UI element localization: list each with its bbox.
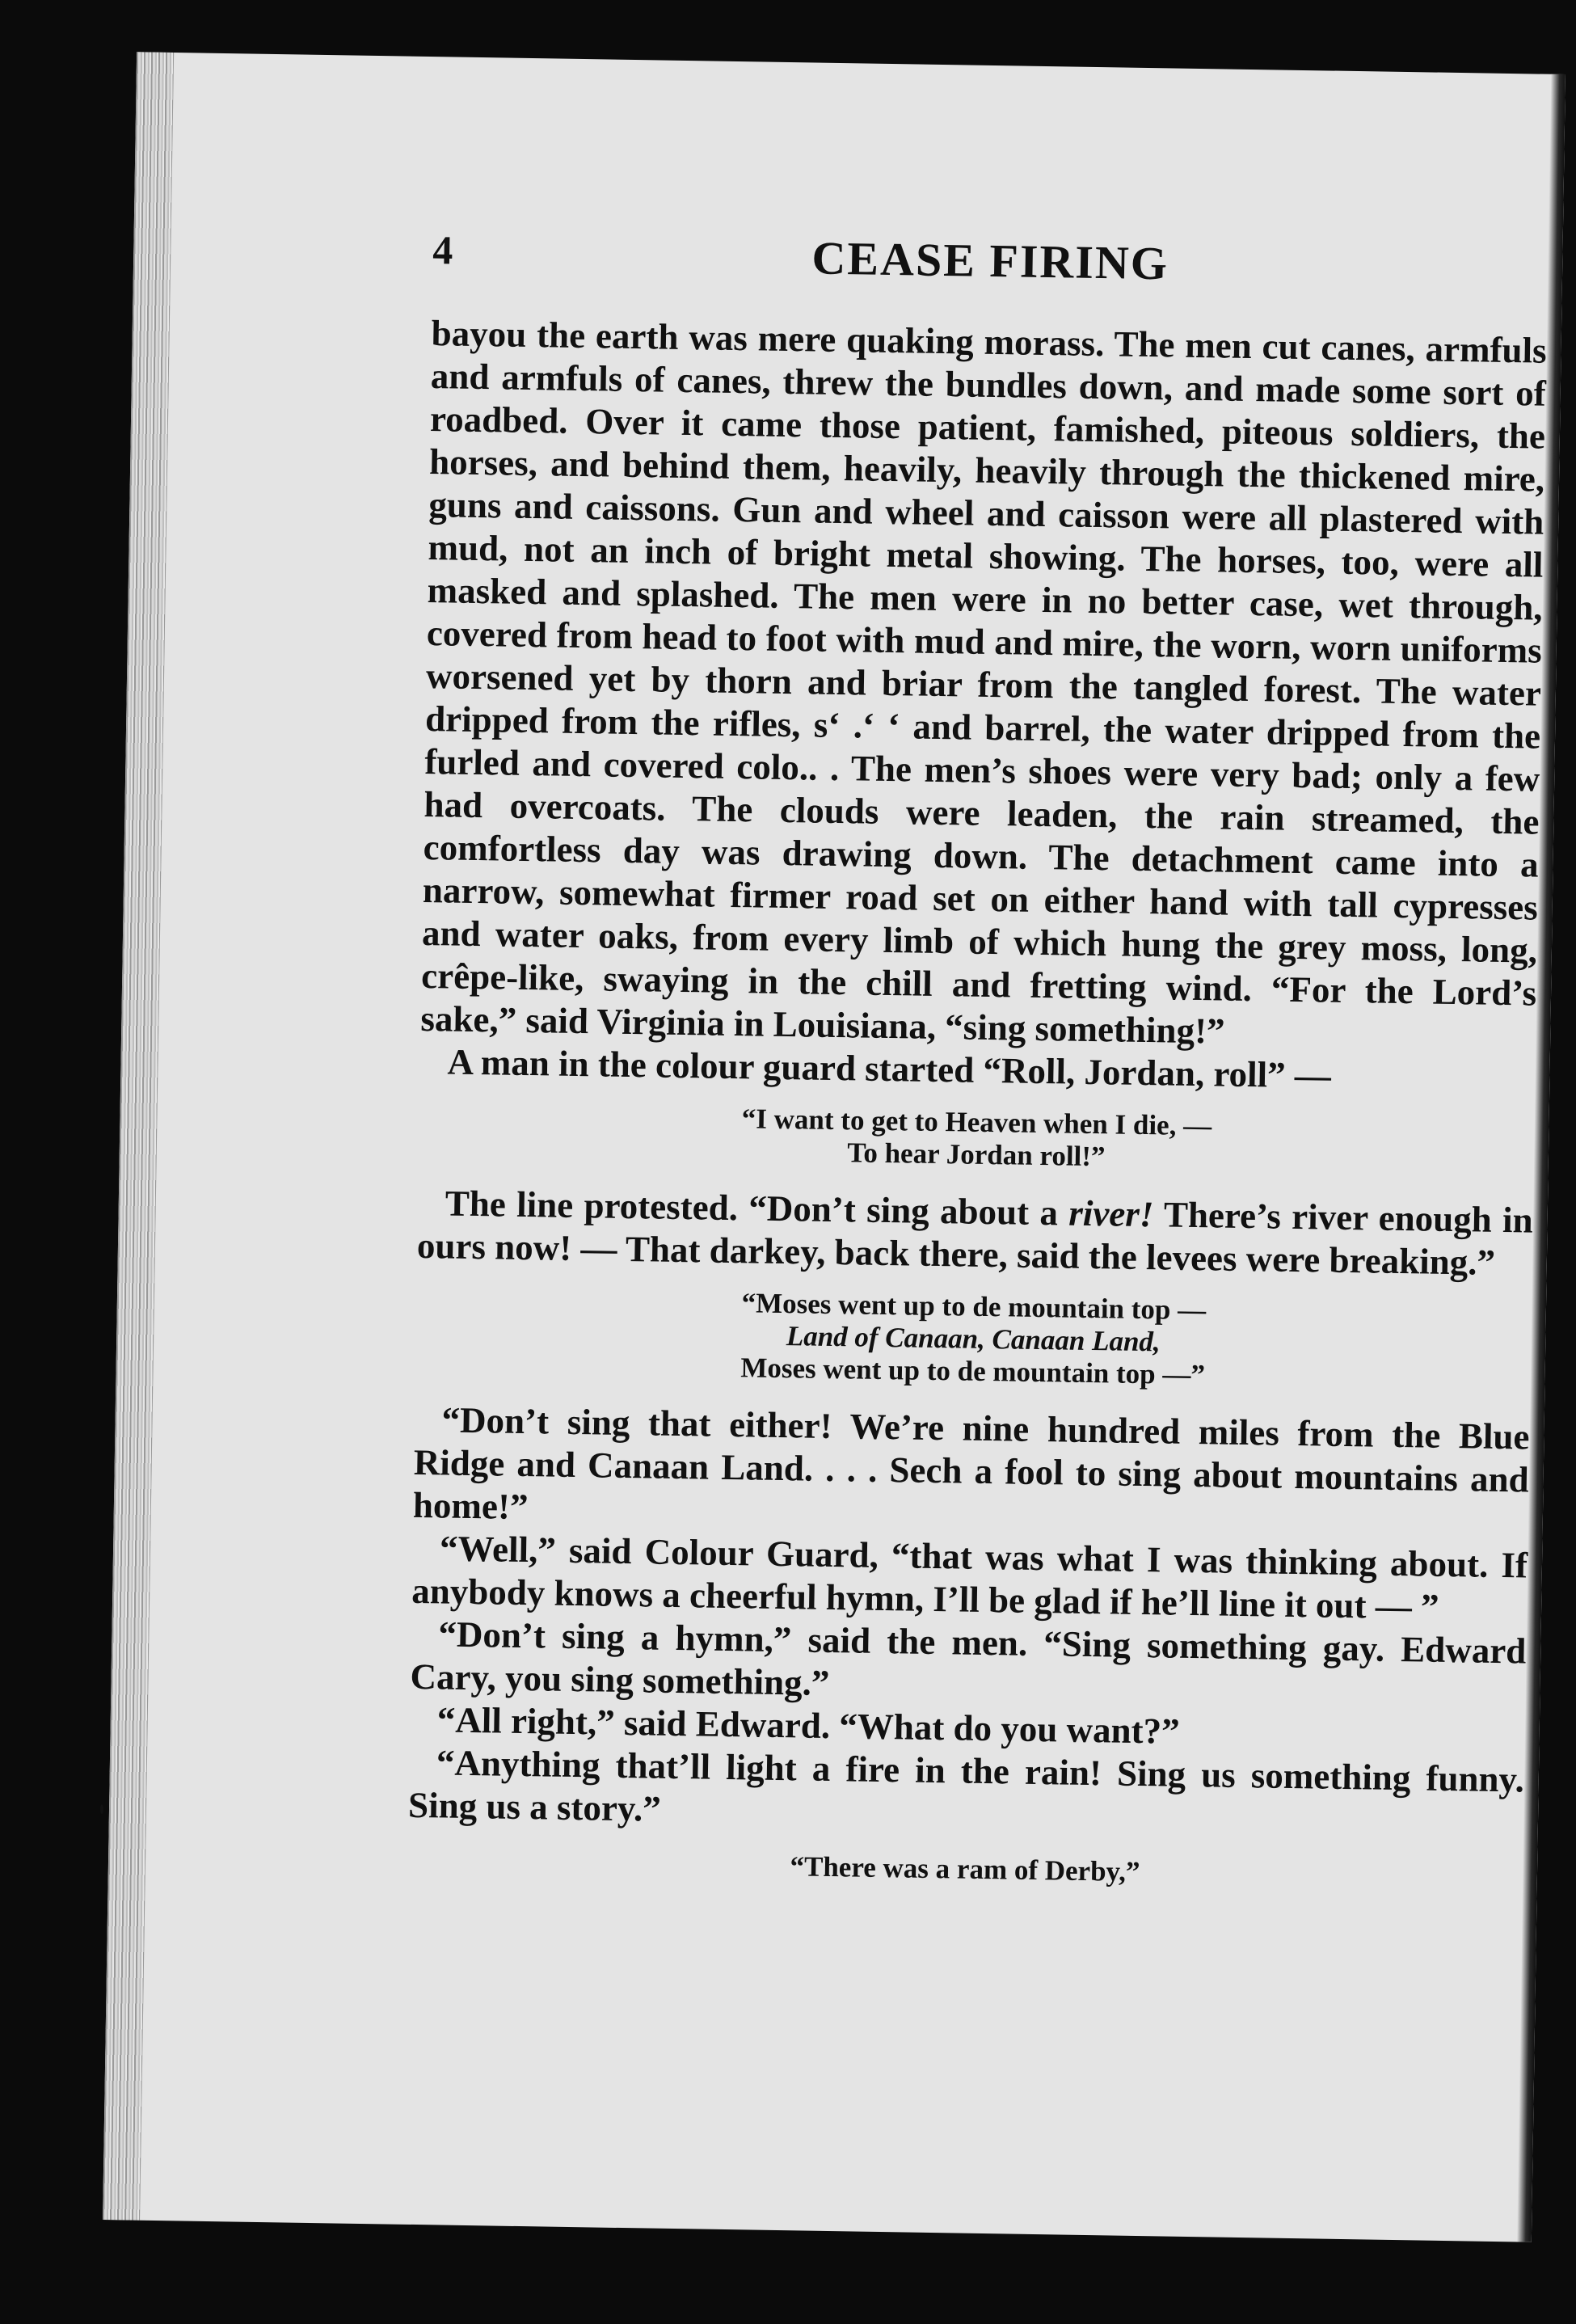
- paragraph-7: “All right,” said Edward. “What do you want?”: [436, 1699, 1180, 1752]
- paragraph-8: “Anything that’ll light a fire in the rain! Sing us something funny. Sing us a story.”: [407, 1742, 1525, 1829]
- paragraph-1: bayou the earth was mere quaking morass. The men cut canes, armfuls and armfuls of canes, threw the bundles down, and made some sort of roadbed. Over it came those patient, famished, piteous soldiers, the horses, and behind them, heavily, heavily through the thickened mire, guns and caissons. Gun and wheel and caisson were all plastered with mud, not an inch of bright metal showing. The horses, too, were all masked and splashed. The men were in no better case, wet through, covered from head to foot with mud and mire, the worn, worn uniforms worsened yet by thorn and briar from the tangled forest. The water dripped from the rifles, s‘ .‘ ‘ and barrel, the water dripped from the furled and covered colo.. . The men’s shoes were very bad; only a few had overcoats. The clouds were leaden, the rain streamed, the comfortless day was drawing down. The detachment came into a narrow, somewhat firmer road set on either hand with tall cypresses and water oaks, from every limb of which hung the grey moss, long, crêpe-like, swaying in the chill and fretting wind. “For the Lord’s sake,” said Virginia in Louisiana, “sing something!”: [420, 313, 1547, 1052]
- paragraph-2: A man in the colour guard started “Roll, Jordan, roll” —: [447, 1041, 1332, 1096]
- paragraph-3-start: The line protested. “Don’t sing about a: [445, 1183, 1069, 1234]
- page-text-block: [407, 210, 1549, 1894]
- page-binding-edge: [103, 52, 174, 2220]
- paragraph-5: “Well,” said Colour Guard, “that was what I was thinking about. If anybody knows a cheerful hymn, I’ll be glad if he’ll line it out — ”: [411, 1528, 1528, 1627]
- verse-line: Land of Canaan, Canaan Land,: [786, 1320, 1161, 1358]
- paragraph-3: [417, 1182, 1533, 1285]
- verse-ram-of-derby: “There was a ram of Derby,”: [790, 1850, 1140, 1888]
- verse-line: “I want to get to Heaven when I die, —: [741, 1103, 1212, 1142]
- book-page: [103, 52, 1565, 2242]
- verse-line: To hear Jordan roll!”: [846, 1137, 1106, 1173]
- verse-line: “Moses went up to de mountain top —: [741, 1287, 1207, 1326]
- page-number: 4: [432, 227, 453, 273]
- running-title: CEASE FIRING: [811, 231, 1169, 290]
- verse-line: Moses went up to de mountain top —”: [740, 1352, 1206, 1391]
- paragraph-3-end: There’s river enough in ours now! — That darkey, back there, said the levees were breaking.”: [416, 1194, 1534, 1283]
- paragraph-3-italic: river!: [1068, 1192, 1154, 1235]
- running-head: [432, 210, 1549, 309]
- paragraph-4: “Don’t sing that either! We’re nine hundred miles from the Blue Ridge and Canaan Land. . . . Sech a fool to sing about mountains and home!”: [412, 1399, 1530, 1528]
- paragraph-6: “Don’t sing a hymn,” said the men. “Sing something gay. Edward Cary, you sing something.”: [410, 1613, 1527, 1703]
- verse-moses: [415, 1282, 1532, 1397]
- verse-roll-jordan: [419, 1098, 1535, 1180]
- dust-speck: [100, 1804, 103, 1814]
